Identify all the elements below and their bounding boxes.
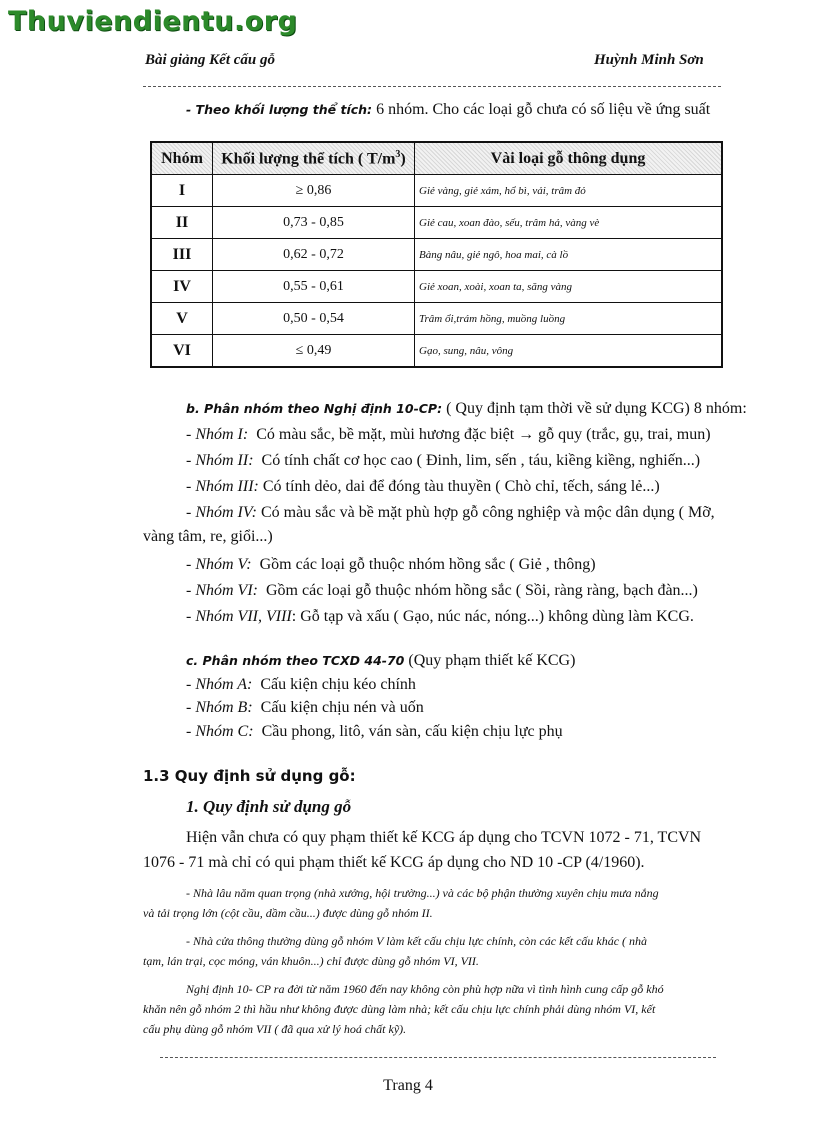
item-text: Cấu kiện chịu nén và uốn [260,699,424,716]
note-line: và tải trọng lớn (cột cầu, dầm cầu...) được dùng gỗ nhóm II. [143,906,433,920]
list-item: - Nhóm IV: Có màu sắc và bề mặt phù hợp gỗ công nghiệp và mộc dân dụng ( Mỡ, [186,504,715,521]
table-row [151,175,722,207]
item-text: Cấu kiện chịu kéo chính [260,676,416,693]
section-b-text: ( Quy định tạm thời về sử dụng KCG) 8 nhóm: [446,400,747,417]
header-density [213,142,415,175]
list-item: - Nhóm V: Gồm các loại gỗ thuộc nhóm hồng sắc ( Giẻ , thông) [186,556,596,573]
woods-cell: Gạo, sung, nâu, vông [415,335,723,368]
intro-line [186,100,710,120]
woods-cell: Trâm ổi,trám hồng, muồng luồng [415,303,723,335]
list-item: - Nhóm I: Có màu sắc, bề mặt, mùi hương đặc biệt → gỗ quy (trắc, gụ, trai, mun) [186,426,711,443]
table-row [151,335,722,368]
section-c-label: c. Phân nhóm theo TCXD 44-70 [186,653,405,668]
site-logo: Thuviendientu.org [8,6,298,37]
group-cell: IV [151,271,213,303]
note-line: - Nhà cửa thông thường dùng gỗ nhóm V làm kết cấu chịu lực chính, còn các kết cấu khác ( nhà [186,934,648,948]
item-name: Nhóm B: [195,699,253,716]
list-item: - Nhóm II: Có tính chất cơ học cao ( Đinh, lim, sến , táu, kiềng kiềng, nghiến...) [186,452,701,469]
item-name: Nhóm VII, VIII [195,608,292,625]
list-item: - Nhóm VI: Gồm các loại gỗ thuộc nhóm hồng sắc ( Sồi, ràng ràng, bạch đàn...) [186,582,698,599]
item-text: Có màu sắc, bề mặt, mùi hương đặc biệt → gỗ quy (trắc, gụ, trai, mun) [256,426,711,443]
woods-cell: Giẻ xoan, xoài, xoan ta, săng vàng [415,271,723,303]
section-b-heading [186,399,747,419]
header-density-exp: 3 [395,148,401,160]
list-item: - Nhóm C: Cầu phong, litô, ván sàn, cấu kiện chịu lực phụ [186,723,563,740]
density-cell: 0,55 - 0,61 [213,271,415,303]
section-c-text: (Quy phạm thiết kế KCG) [408,652,576,669]
density-cell: ≤ 0,49 [213,335,415,368]
section-c-heading [186,651,575,671]
table-header-row [151,142,722,175]
density-cell: 0,50 - 0,54 [213,303,415,335]
density-cell: ≥ 0,86 [213,175,415,207]
item-text: Cầu phong, litô, ván sàn, cấu kiện chịu lực phụ [261,723,563,740]
item-name: Nhóm A: [195,676,253,693]
list-item: - Nhóm B: Cấu kiện chịu nén và uốn [186,699,424,716]
section-b-label: b. Phân nhóm theo Nghị định 10-CP: [186,401,443,416]
page-number: Trang 4 [383,1077,433,1094]
note-line: khăn nên gỗ nhóm 2 thì hầu như không được dùng làm nhà; kết cấu chịu lực chính phải dùng nhóm VI, kết [143,1002,656,1016]
item-text: Có màu sắc và bề mặt phù hợp gỗ công nghiệp và mộc dân dụng ( Mỡ, [260,504,715,521]
group-cell: II [151,207,213,239]
note-line: Nghị định 10- CP ra đời từ năm 1960 đến nay không còn phù hợp nữa vì tình hình cung cấp gỗ khó [186,982,664,996]
item-name: Nhóm II: [195,452,254,469]
item-text: : Gỗ tạp và xấu ( Gạo, núc nác, nóng...) không dùng làm KCG. [291,608,694,625]
table-row [151,207,722,239]
list-item: - Nhóm VII, VIII: Gỗ tạp và xấu ( Gạo, núc nác, nóng...) không dùng làm KCG. [186,608,694,625]
density-groups-table [150,141,723,368]
header-density-close: ) [400,150,406,168]
header-course-title: Bài giảng Kết cấu gỗ [145,52,276,68]
note-line: tạm, lán trại, cọc móng, ván khuôn...) chỉ được dùng gỗ nhóm VI, VII. [143,954,479,968]
table-row [151,303,722,335]
item-name: Nhóm IV: [195,504,257,521]
item-name: Nhóm I: [195,426,249,443]
subsection-title: 1. Quy định sử dụng gỗ [186,797,352,816]
header-common-woods: Vài loại gỗ thông dụng [415,142,723,175]
paragraph-line: Hiện vẫn chưa có quy phạm thiết kế KCG áp dụng cho TCVN 1072 - 71, TCVN [186,829,702,846]
header-author: Huỳnh Minh Sơn [594,52,704,68]
item-text: Gồm các loại gỗ thuộc nhóm hồng sắc ( Sồi, ràng ràng, bạch đàn...) [265,582,698,599]
item-name: Nhóm III: [195,478,259,495]
list-item: - Nhóm III: Có tính dẻo, dai để đóng tàu thuyền ( Chò chỉ, tếch, sáng lẻ...) [186,478,660,495]
group-cell: VI [151,335,213,368]
paragraph-line: 1076 - 71 mà chỉ có qui phạm thiết kế KCG áp dụng cho ND 10 -CP (4/1960). [143,854,645,871]
woods-cell: Giẻ vàng, giẻ xám, hổ bì, vải, trâm đỏ [415,175,723,207]
group-cell: III [151,239,213,271]
note-line: cấu phụ dùng gỗ nhóm VII ( đã qua xử lý hoá chất kỹ). [143,1022,407,1036]
density-cell: 0,73 - 0,85 [213,207,415,239]
header-divider [143,86,721,87]
footer-divider [160,1057,716,1058]
item-text: Có tính dẻo, dai để đóng tàu thuyền ( Chò chỉ, tếch, sáng lẻ...) [262,478,660,495]
item-text: Gồm các loại gỗ thuộc nhóm hồng sắc ( Giẻ , thông) [259,556,596,573]
intro-text: 6 nhóm. Cho các loại gỗ chưa có số liệu về ứng suất [376,101,711,118]
item-name: Nhóm V: [195,556,252,573]
item-text: Có tính chất cơ học cao ( Đinh, lim, sến , táu, kiềng kiềng, nghiến...) [261,452,701,469]
item-name: Nhóm VI: [195,582,258,599]
woods-cell: Giẻ cau, xoan đào, sếu, trâm hả, vàng vè [415,207,723,239]
intro-label: - Theo khối lượng thể tích: [186,102,373,117]
group-cell: I [151,175,213,207]
table-row [151,239,722,271]
note-line: - Nhà lâu năm quan trọng (nhà xưởng, hội trường...) và các bộ phận thường xuyên chịu mưa nắng [186,886,659,900]
woods-cell: Bàng nâu, giẻ ngô, hoa mai, cà lồ [415,239,723,271]
header-density-text: Khối lượng thể tích ( T/m [221,150,396,168]
density-cell: 0,62 - 0,72 [213,239,415,271]
item-name: Nhóm C: [195,723,254,740]
section-title: 1.3 Quy định sử dụng gỗ: [143,767,356,785]
group-cell: V [151,303,213,335]
table-row [151,271,722,303]
header-group: Nhóm [151,142,213,175]
list-item: - Nhóm A: Cấu kiện chịu kéo chính [186,676,416,693]
list-item-continuation: vàng tâm, re, giổi...) [143,528,273,545]
